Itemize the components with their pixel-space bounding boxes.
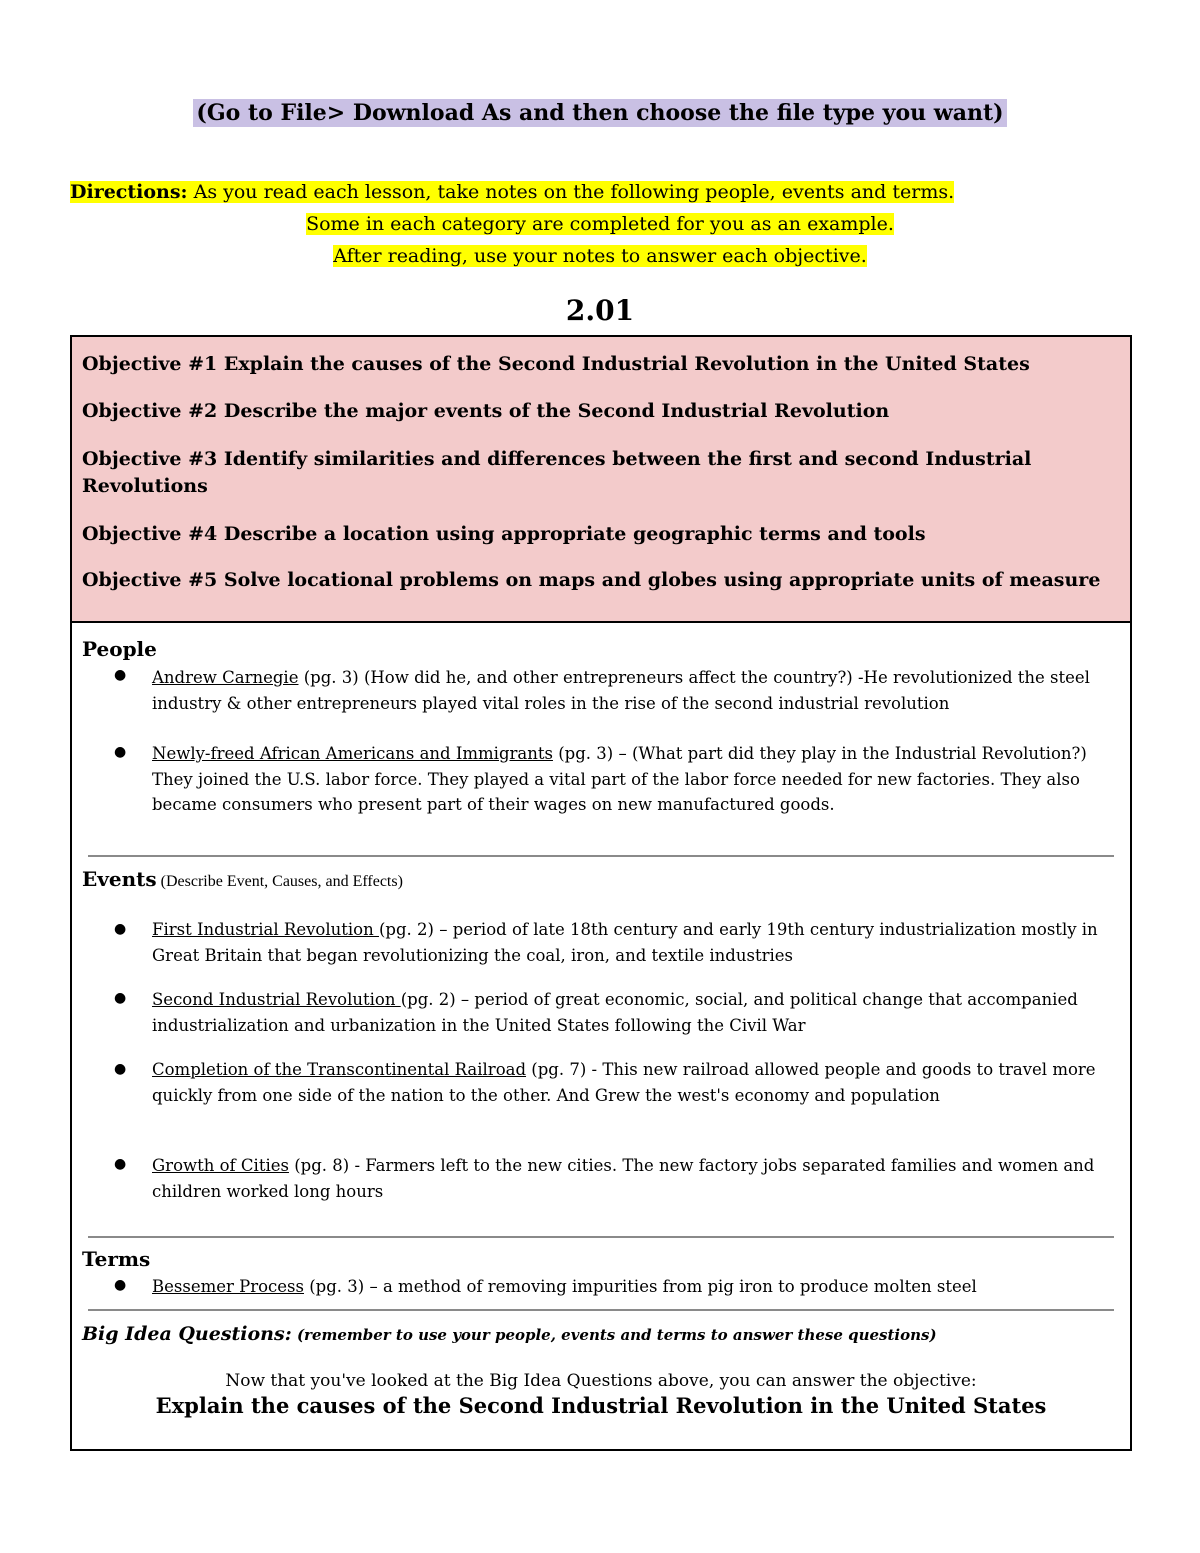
events-item-3	[152, 1057, 1112, 1108]
section-divider	[88, 855, 1114, 857]
bullet-icon: ●	[114, 921, 127, 937]
bullet-icon: ●	[114, 990, 127, 1006]
objective-3: Objective #3 Identify similarities and differences between the first and second Industrial Revolutions	[82, 448, 1032, 497]
terms-term-1: Bessemer Process	[152, 1277, 304, 1296]
events-item-1	[152, 917, 1112, 968]
terms-desc-1: (pg. 3) – a method of removing impurities from pig iron to produce molten steel	[304, 1277, 977, 1296]
objective-2: Objective #2 Describe the major events of the Second Industrial Revolution	[82, 400, 890, 422]
people-desc-2: (pg. 3) – (What part did they play in the Industrial Revolution?) They joined the U.S. labor force. They played a vital part of the labor force needed for new factories. They also became consumers who present part of their wages on new manufactured goods.	[152, 744, 1087, 814]
big-idea-heading	[82, 1323, 937, 1345]
events-term-1: First Industrial Revolution	[152, 920, 379, 939]
directions-text-1: As you read each lesson, take notes on the following people, events and terms.	[187, 181, 955, 203]
closing-prompt: Now that you've looked at the Big Idea Questions above, you can answer the objective:	[225, 1371, 977, 1391]
directions-line-1	[0, 176, 1200, 208]
section-divider	[88, 1236, 1114, 1238]
people-desc-1: (pg. 3) (How did he, and other entrepreneurs affect the country?) -He revolutionized the steel industry & other entrepreneurs played vital roles in the rise of the second industrial revolution	[152, 668, 1090, 713]
objectives-section	[72, 337, 1130, 623]
bullet-icon: ●	[114, 1061, 127, 1077]
objective-5: Objective #5 Solve locational problems on maps and globes using appropriate units of measure	[82, 569, 1101, 591]
bullet-icon: ●	[114, 1156, 127, 1172]
download-instructions-text: (Go to File> Download As and then choose the file type you want)	[193, 99, 1006, 127]
events-desc-2: (pg. 2) – period of great economic, social, and political change that accompanied industrialization and urbanization in the United States following the Civil War	[152, 990, 1078, 1035]
directions-label: Directions:	[70, 181, 188, 203]
events-term-3: Completion of the Transcontinental Railroad	[152, 1060, 527, 1079]
download-instructions	[0, 100, 1200, 126]
section-divider	[88, 1309, 1114, 1311]
people-term-1: Andrew Carnegie	[152, 668, 299, 687]
unit-title: 2.01	[565, 294, 635, 327]
bullet-icon: ●	[114, 667, 127, 683]
events-desc-1: (pg. 2) – period of late 18th century and early 19th century industrialization mostly in Great Britain that began revolutionizing the coal, iron, and textile industries	[152, 920, 1098, 965]
people-item-2	[152, 741, 1112, 818]
events-item-2	[152, 987, 1112, 1038]
big-idea-note: (remember to use your people, events and terms to answer these questions)	[291, 1326, 937, 1344]
big-idea-title: Big Idea Questions:	[82, 1323, 292, 1345]
events-item-4	[152, 1153, 1112, 1204]
closing-objective-text: Explain the causes of the Second Industrial Revolution in the United States	[155, 1393, 1047, 1418]
events-subheading: (Describe Event, Causes, and Effects)	[156, 873, 403, 890]
people-term-2: Newly-freed African Americans and Immigrants	[152, 744, 553, 763]
directions	[0, 176, 1200, 272]
events-heading-text: Events	[82, 867, 157, 891]
bullet-icon: ●	[114, 744, 127, 760]
terms-heading: Terms	[82, 1247, 151, 1271]
events-term-4: Growth of Cities	[152, 1156, 289, 1175]
terms-item-1	[152, 1274, 1112, 1300]
bullet-icon: ●	[114, 1277, 127, 1293]
directions-line-2: Some in each category are completed for you as an example.	[306, 213, 894, 235]
events-term-2: Second Industrial Revolution	[152, 990, 401, 1009]
closing-objective	[72, 1371, 1130, 1418]
events-desc-4: (pg. 8) - Farmers left to the new cities. The new factory jobs separated families and women and children worked long hours	[152, 1156, 1095, 1201]
people-heading: People	[82, 637, 157, 661]
people-item-1	[152, 665, 1112, 716]
events-heading	[82, 867, 403, 891]
events-desc-3: (pg. 7) - This new railroad allowed people and goods to travel more quickly from one side of the nation to the other. And Grew the west's economy and population	[152, 1060, 1096, 1105]
notes-table	[70, 335, 1132, 1451]
objective-4: Objective #4 Describe a location using appropriate geographic terms and tools	[82, 523, 926, 545]
directions-line-3: After reading, use your notes to answer each objective.	[333, 245, 867, 267]
objective-1: Objective #1 Explain the causes of the Second Industrial Revolution in the United States	[82, 353, 1030, 375]
